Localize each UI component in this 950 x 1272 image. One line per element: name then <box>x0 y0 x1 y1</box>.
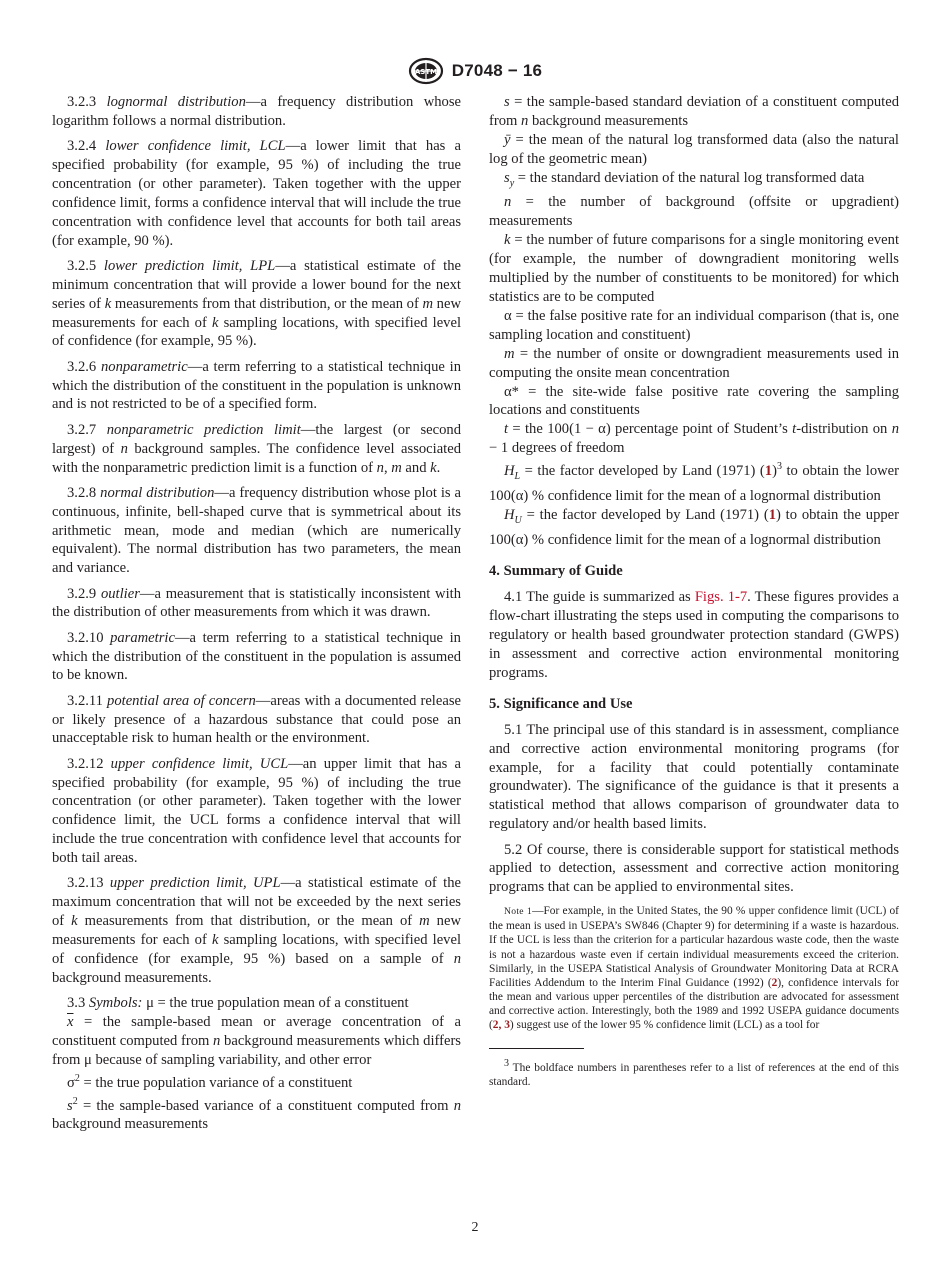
paragraph-5-1: 5.1 The principal use of this standard is in assessment, compliance and corrective action environmental monitoring programs (for example, for a facility that could potentially contaminate groundwater). The significance of the guidance is that it presents a statistical method that allows comparison of groundwater data to regulatory and/or health based limits. <box>489 721 899 833</box>
symbol-s2: $s^2$ = the sample-based variance of a constituent computed from n background measurements <box>52 1095 461 1133</box>
definition-3-2-8: 3.2.8 normal distribution—a frequency distribution whose plot is a continuous, infinite, bell-shaped curve that is symmetrical about its arithmetic mean, mode and median (which are numerically equivalent). The normal distribution has two parameters, the mean and variance. <box>52 484 461 577</box>
document-id: D7048 − 16 <box>451 61 543 80</box>
symbol-hl: $H_L$ = the factor developed by Land (1971) $(1)^3$ to obtain the lower 100(α) % confidence limit for the mean of a lognormal distribution <box>489 461 899 504</box>
astm-logo-icon <box>408 57 444 85</box>
paragraph-5-2: 5.2 Of course, there is considerable support for statistical methods applied to detection, assessment and corrective action monitoring programs that can be applied to environmental sites. <box>489 841 899 896</box>
symbol-s: s = the sample-based standard deviation of a constituent computed from n background measurements <box>489 94 899 129</box>
footnote-3: $^3$ The boldface numbers in parentheses refer to a list of references at the end of this standard. <box>489 1058 899 1088</box>
symbol-xbar: $\overline{x}$ = the sample-based mean or average concentration of a constituent computed from n background measurements which differs from μ because of sampling variability, and other error <box>52 1014 461 1068</box>
reference-link-1b[interactable]: 1 <box>768 506 776 523</box>
reference-link-1[interactable]: 1 <box>764 462 773 479</box>
definition-3-2-13: 3.2.13 upper prediction limit, UPL—a statistical estimate of the maximum concentration that will not be exceeded by the next series of k measurements from that distribution, or the mean of m new measurements for each of k sampling locations, with specified level of confidence (for example, 95 %) based on a sample of n background measurements. <box>52 875 461 986</box>
symbol-alphastar: α* = the site-wide false positive rate covering the sampling locations and constituents <box>489 383 899 419</box>
reference-link-2-3[interactable]: 2, 3 <box>492 1018 510 1031</box>
definition-3-2-4: 3.2.4 lower confidence limit, LCL—a lower limit that has a specified probability (for example, 95 %) of including the true concentration (or other parameter). Taken together with the upper confidence limit, forms a confidence interval that will include the true concentration with confidence level that accounts for both tail areas (for example, 90 %). <box>52 138 461 249</box>
symbol-m: m = the number of onsite or downgradient measurements used in computing the onsite mean concentration <box>489 345 899 381</box>
definition-3-2-11: 3.2.11 potential area of concern—areas with a documented release or likely presence of a hazardous substance that could pose an unacceptable risk to human health or the environment. <box>52 692 461 747</box>
symbol-k: k = the number of future comparisons for a single monitoring event (for example, the number of downgradient monitoring wells multiplied by the number of constituents to be monitored) for which statistics are to be computed <box>489 232 899 305</box>
symbol-ybar: ȳ = the mean of the natural log transformed data (also the natural log of the geometric mean) <box>489 131 899 167</box>
symbol-sy: $s_y$ = the standard deviation of the natural log transformed data <box>504 169 865 189</box>
section-4-heading: 4. Summary of Guide <box>489 563 623 580</box>
definition-3-2-9: 3.2.9 outlier—a measurement that is statistically inconsistent with the distribution of other measurements from which it was drawn. <box>52 585 462 621</box>
page-number: 2 <box>471 1220 479 1235</box>
symbol-n: n = the number of background (offsite or upgradient) measurements <box>489 194 899 230</box>
symbol-t: t = the 100(1 − α) percentage point of Student’s t-distribution on n − 1 degrees of freedom <box>489 421 899 457</box>
definition-3-2-5: 3.2.5 lower prediction limit, LPL—a statistical estimate of the minimum concentration that will provide a lower bound for the next series of k measurements from that distribution, or the mean of m new measurements for each of k sampling locations, with specified level of confidence (for example, 95 %). <box>52 257 461 350</box>
definition-3-2-12: 3.2.12 upper confidence limit, UCL—an upper limit that has a specified probability (for example, 95 %) of including the true concentration (or other parameter). Taken together with the lower confidence limit, the UCL forms a confidence interval that will include the true concentration with confidence level that accounts for both tail areas. <box>52 755 461 867</box>
definition-3-2-10: 3.2.10 parametric—a term referring to a statistical technique in which the distribution of the constituent in the population is assumed to be known. <box>52 629 461 684</box>
symbols-intro: 3.3 Symbols: μ = the true population mean of a constituent <box>67 995 409 1012</box>
svg-text:ASTM: ASTM <box>414 68 437 76</box>
definition-3-2-3: 3.2.3 lognormal distribution—a frequency distribution whose logarithm follows a normal distribution. <box>52 94 461 129</box>
symbol-hu: $H_U$ = the factor developed by Land (1971) (1) to obtain the upper 100(α) % confidence limit for the mean of a lognormal distribution <box>489 506 900 548</box>
figures-link[interactable]: Figs. 1-7 <box>694 589 748 606</box>
paragraph-4-1: 4.1 The guide is summarized as Figs. 1-7. These figures provides a flow-chart illustrating the steps used in computing the comparisons to regulatory or health based groundwater protection standard (GWPS) in assessment and corrective action environmental monitoring programs. <box>489 589 899 681</box>
note-1: Note 1—For example, in the United States, the 90 % upper confidence limit (UCL) of the mean is used in USEPA’s SW846 (Chapter 9) for determining if a waste is hazardous. If the UCL is less than the criterion for a particular hazardous waste code, then the waste is not a hazardous waste even if certain individual measurements exceed the criterion. Similarly, in the USEPA Statistical Analysis of Groundwater Monitoring Data at RCRA Facilities Addendum to the Interim Final Guidance (1992) (2), confidence intervals for the mean and various upper percentiles of the distribution are advocated for assessment and corrective action. Interestingly, both the 1989 and 1992 USEPA guidance documents (2, 3) suggest use of the lower 95 % confidence limit (LCL) as a tool for <box>489 905 899 1031</box>
page-header <box>0 56 950 86</box>
right-column <box>489 93 899 1095</box>
symbol-alpha: α = the false positive rate for an individual comparison (that is, one sampling location and constituent) <box>489 307 899 343</box>
symbol-sigma2: $\sigma^2$ = the true population variance of a constituent <box>67 1072 353 1091</box>
definition-3-2-7: 3.2.7 nonparametric prediction limit—the largest (or second largest) of n background samples. The confidence level associated with the nonparametric prediction limit is a function of n, m and k. <box>52 421 462 476</box>
definition-3-2-6: 3.2.6 nonparametric—a term referring to a statistical technique in which the distribution of the constituent in the population is unknown and is not restricted to be of a specified form. <box>52 358 461 413</box>
section-5-heading: 5. Significance and Use <box>489 695 633 712</box>
left-column <box>52 93 461 1134</box>
footnote-divider <box>489 1048 584 1049</box>
reference-link-2[interactable]: 2 <box>771 976 778 989</box>
